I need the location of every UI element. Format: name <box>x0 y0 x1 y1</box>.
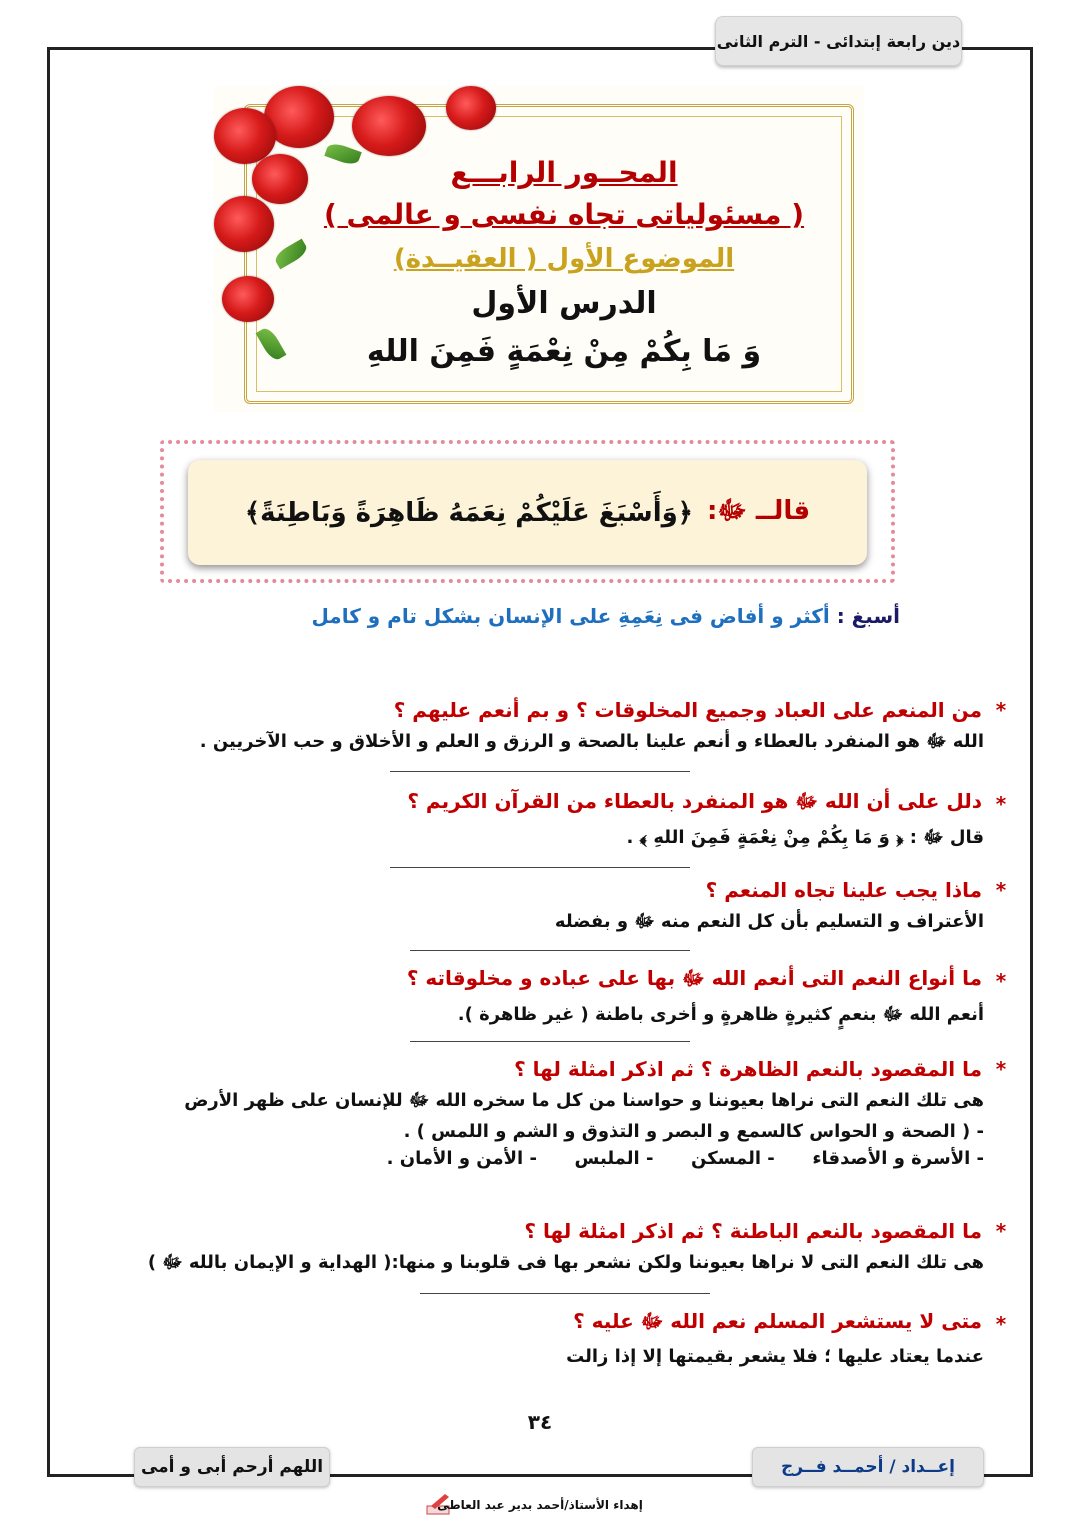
qa-item <box>80 966 1007 1029</box>
question: * ماذا يجب علينا تجاه المنعم ؟ <box>80 878 984 902</box>
word-meaning <box>311 604 900 628</box>
verse-label: قالــ ﷻ: <box>707 495 811 526</box>
rose-decoration <box>446 86 496 130</box>
answer: - ( الصحة و الحواس كالسمع و البصر و التذوق و الشم و اللمس ) . <box>403 1121 984 1142</box>
qa-item <box>80 1219 1007 1277</box>
bullet-star-icon: * <box>995 1311 1007 1336</box>
verse-text: ﴿وَأَسْبَغَ عَلَيْكُمْ نِعَمَهُ ظَاهِرَةً وَبَاطِنَةً﴾ <box>244 497 694 528</box>
question: * متى لا يستشعر المسلم نعم الله ﷻ عليه ؟ <box>80 1309 984 1338</box>
bullet-star-icon: * <box>995 1219 1007 1243</box>
verse-banner <box>160 440 895 583</box>
answer: - الأسرة و الأصدقاء - المسكن - الملبس - الأمن و الأمان . <box>386 1148 984 1169</box>
answer: قال ﷻ : ﴿ وَ مَا بِكُمْ مِنْ نِعْمَةٍ فَمِنَ اللهِ ﴾ . <box>626 827 984 848</box>
question: * ما المقصود بالنعم الظاهرة ؟ ثم اذكر امثلة لها ؟ <box>80 1057 984 1081</box>
qa-item <box>80 878 1007 936</box>
bullet-star-icon: * <box>995 791 1007 816</box>
bullet-star-icon: * <box>995 698 1007 722</box>
axis-subtitle: ( مسئولياتى تجاه نفسى و عالمى ) <box>323 198 805 231</box>
prayer-badge: اللهم أرحم أبى و أمى <box>134 1447 330 1487</box>
answer-underline <box>390 867 690 868</box>
answer: هى تلك النعم التى نراها بعيوننا و حواسنا من كل ما سخره الله ﷻ للإنسان على ظهر الأرض <box>184 1090 984 1111</box>
verse-panel <box>188 460 867 565</box>
rose-decoration <box>352 96 426 156</box>
answer: عندما يعتاد عليها ؛ فلا يشعر بقيمتها إلا إذا زالت <box>566 1346 984 1367</box>
qa-item <box>80 698 1007 756</box>
bullet-star-icon: * <box>995 878 1007 902</box>
rose-decoration <box>222 276 274 322</box>
question: * ما أنواع النعم التى أنعم الله ﷻ بها على عباده و مخلوقاته ؟ <box>80 966 984 995</box>
answer-underline <box>420 1293 710 1294</box>
answer: الأعتراف و التسليم بأن كل النعم منه ﷻ و بفضله <box>554 911 984 932</box>
answer-underline <box>410 950 690 951</box>
answer: الله ﷻ هو المنفرد بالعطاء و أنعم علينا بالصحة و الرزق و العلم و الأخلاق و حب الآخريين . <box>199 731 984 752</box>
author-badge: إعــداد / أحمــد فــرج <box>752 1447 984 1487</box>
question: * من المنعم على العباد وجميع المخلوقات ؟ و بم أنعم عليهم ؟ <box>80 698 984 722</box>
lesson-title: الدرس الأول <box>471 286 657 321</box>
page-number: ٣٤ <box>527 1410 553 1434</box>
lesson-name: وَ مَا بِكُمْ مِنْ نِعْمَةٍ فَمِنَ اللهِ <box>366 334 762 369</box>
meaning: أكثر و أفاض فى نِعَمِةِ على الإنسان بشكل تام و كامل <box>311 604 830 628</box>
credit-text: إهداء الأستاذ/أحمد بدير عبد العاطى <box>437 1498 643 1512</box>
qa-item <box>80 789 1007 852</box>
answer: هى تلك النعم التى لا نراها بعيوننا ولكن نشعر بها فى قلوبنا و منها:( الهداية و الإيمان بالله ﷻ ) <box>147 1252 984 1273</box>
answer: أنعم الله ﷻ بنعمٍ كثيرةٍ ظاهرةٍ و أخرى باطنة ( غير ظاهرة ). <box>457 1004 984 1025</box>
qa-item <box>80 1309 1007 1367</box>
question: * ما المقصود بالنعم الباطنة ؟ ثم اذكر امثلة لها ؟ <box>80 1219 984 1243</box>
qa-item <box>80 1057 1007 1169</box>
bullet-star-icon: * <box>995 1057 1007 1081</box>
rose-decoration <box>214 196 274 252</box>
word: أسبغ : <box>836 604 900 628</box>
axis-title: المحــور الرابـــع <box>450 156 678 189</box>
rose-decoration <box>252 154 308 204</box>
answer-underline <box>410 1041 690 1042</box>
topic-title: الموضوع الأول ( العقيــدة) <box>393 244 735 274</box>
answer-underline <box>390 771 690 772</box>
question: * دلل على أن الله ﷻ هو المنفرد بالعطاء من القرآن الكريم ؟ <box>80 789 984 818</box>
bullet-star-icon: * <box>995 968 1007 993</box>
header-tag: دين رابعة إبتدائى - الترم الثانى <box>715 16 962 66</box>
title-frame <box>214 86 864 412</box>
